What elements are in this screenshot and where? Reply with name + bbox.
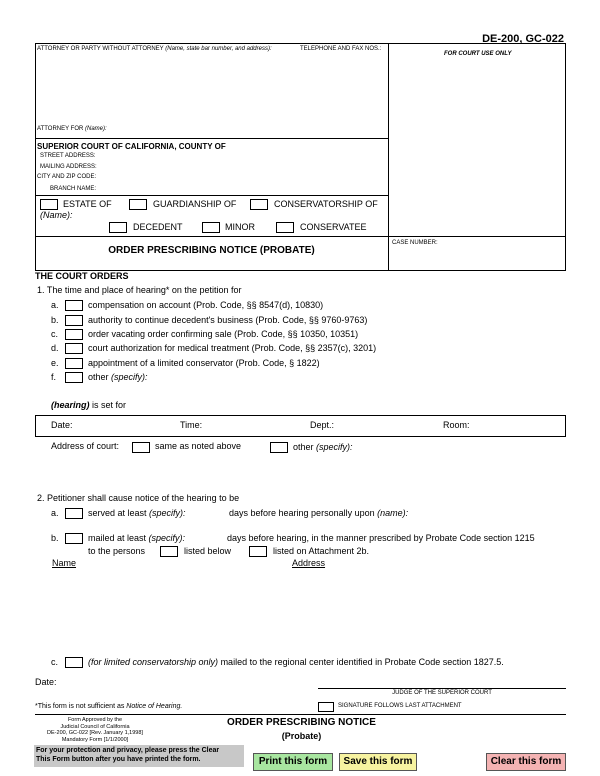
case-number-label: CASE NUMBER: — [392, 240, 438, 246]
form-number: DE-200, GC-022 — [482, 33, 564, 45]
court-orders-heading: THE COURT ORDERS — [35, 271, 129, 281]
regional-center-text: (for limited conservatorship only) mailed to the regional center identified in Probate Code section 1827.5. — [88, 657, 504, 667]
estate-of-label: ESTATE OF — [63, 199, 112, 209]
listed-on-attachment-label: listed on Attachment 2b. — [273, 546, 370, 556]
item-2-text: 2. Petitioner shall cause notice of the hearing to be — [37, 493, 240, 503]
option-e-text: appointment of a limited conservator (Prob. Code, § 1822) — [88, 358, 320, 368]
listed-below-checkbox[interactable] — [160, 546, 178, 557]
hearing-time-label: Time: — [180, 420, 203, 430]
address-of-court-label: Address of court: — [51, 441, 120, 451]
option-b-text: authority to continue decedent's business (Prob. Code, §§ 9760-9763) — [88, 315, 368, 325]
judge-signature-line — [318, 688, 566, 689]
minor-checkbox[interactable] — [202, 222, 220, 233]
city-zip-label: CITY AND ZIP CODE: — [37, 174, 97, 180]
same-as-noted-checkbox[interactable] — [132, 442, 150, 453]
to-the-persons: to the persons — [88, 546, 146, 556]
notice-a-letter: a. — [51, 508, 59, 518]
listed-below-label: listed below — [184, 546, 232, 556]
option-c-checkbox[interactable] — [65, 329, 83, 340]
guardianship-of-label: GUARDIANSHIP OF — [153, 199, 237, 209]
conservatorship-of-label: CONSERVATORSHIP OF — [274, 199, 378, 209]
notice-c-letter: c. — [51, 657, 59, 667]
address-other-checkbox[interactable] — [270, 442, 288, 453]
option-d-checkbox[interactable] — [65, 343, 83, 354]
not-sufficient-notice: *This form is not sufficient as Notice of Hearing. — [35, 703, 183, 710]
address-column-header: Address — [292, 558, 326, 568]
option-a-letter: a. — [51, 300, 59, 310]
mailed-days-text: days before hearing, in the manner prescribed by Probate Code section 1215 — [227, 533, 535, 543]
option-d-text: court authorization for medical treatment (Prob. Code, §§ 2357(c), 3201) — [88, 343, 377, 353]
option-c-letter: c. — [51, 329, 59, 339]
branch-name-label: BRANCH NAME: — [50, 186, 97, 192]
conservatorship-of-checkbox[interactable] — [250, 199, 268, 210]
option-c-text: order vacating order confirming sale (Prob. Code, §§ 10350, 10351) — [88, 329, 359, 339]
attorney-label: ATTORNEY OR PARTY WITHOUT ATTORNEY (Name, state bar number, and address): — [37, 46, 272, 52]
save-form-button[interactable]: Save this form — [339, 753, 417, 771]
served-checkbox[interactable] — [65, 508, 83, 519]
option-b-checkbox[interactable] — [65, 315, 83, 326]
name-column-header: Name — [52, 558, 77, 568]
item-1-text: 1. The time and place of hearing* on the petition for — [37, 285, 242, 295]
hearing-set-for: (hearing) is set for — [51, 400, 127, 410]
judge-label: JUDGE OF THE SUPERIOR COURT — [392, 690, 492, 696]
conservatee-checkbox[interactable] — [276, 222, 294, 233]
signature-follows-checkbox[interactable] — [318, 702, 334, 712]
form-approval-block: Form Approved by the Judicial Council of California DE-200, GC-022 [Rev. January 1,1998] Mandatory Form [1/1/2000] — [47, 717, 143, 743]
print-form-button[interactable]: Print this form — [253, 753, 333, 771]
option-f-text: other (specify): — [88, 372, 148, 382]
option-a-text: compensation on account (Prob. Code, §§ 8547(d), 10830) — [88, 300, 324, 310]
caption-name-hint: (Name): — [40, 210, 73, 220]
clear-form-button[interactable]: Clear this form — [486, 753, 566, 771]
conservatee-label: CONSERVATEE — [300, 222, 367, 232]
street-address-label: STREET ADDRESS: — [40, 153, 96, 159]
attorney-field[interactable] — [37, 58, 386, 124]
decedent-checkbox[interactable] — [109, 222, 127, 233]
mailed-checkbox[interactable] — [65, 533, 83, 544]
footer-title: ORDER PRESCRIBING NOTICE — [227, 717, 376, 728]
served-days-text: days before hearing personally upon (name): — [229, 508, 409, 518]
footer-divider — [35, 714, 566, 715]
court-divider — [35, 195, 388, 196]
signature-follows-label: SIGNATURE FOLLOWS LAST ATTACHMENT — [338, 703, 462, 709]
regional-center-checkbox[interactable] — [65, 657, 83, 668]
option-a-checkbox[interactable] — [65, 300, 83, 311]
served-text: served at least (specify): — [88, 508, 186, 518]
hearing-dept-label: Dept.: — [310, 420, 335, 430]
option-d-letter: d. — [51, 343, 59, 353]
option-f-letter: f. — [51, 372, 57, 382]
mailing-address-label: MAILING ADDRESS: — [40, 164, 97, 170]
option-f-checkbox[interactable] — [65, 372, 83, 383]
privacy-notice: For your protection and privacy, please press the Clear This Form button after you have printed the form. — [34, 745, 244, 767]
listed-on-attachment-checkbox[interactable] — [249, 546, 267, 557]
option-e-checkbox[interactable] — [65, 358, 83, 369]
signature-date-label: Date: — [35, 677, 57, 687]
address-other-label: other (specify): — [293, 442, 353, 452]
attorney-for-label: ATTORNEY FOR (Name): — [37, 126, 107, 132]
court-use-only: FOR COURT USE ONLY — [444, 51, 512, 57]
decedent-label: DECEDENT — [133, 222, 183, 232]
option-e-letter: e. — [51, 358, 59, 368]
mailed-text: mailed at least (specify): — [88, 533, 186, 543]
guardianship-of-checkbox[interactable] — [129, 199, 147, 210]
persons-list-field[interactable] — [50, 572, 564, 650]
same-as-noted-label: same as noted above — [155, 441, 242, 451]
case-number-field[interactable] — [392, 248, 562, 268]
order-title: ORDER PRESCRIBING NOTICE (PROBATE) — [108, 245, 315, 256]
estate-of-checkbox[interactable] — [40, 199, 58, 210]
hearing-date-label: Date: — [51, 420, 73, 430]
court-title: SUPERIOR COURT OF CALIFORNIA, COUNTY OF — [37, 142, 226, 151]
hearing-room-label: Room: — [443, 420, 470, 430]
footer-subtitle: (Probate) — [281, 731, 322, 741]
minor-label: MINOR — [225, 222, 255, 232]
telephone-label: TELEPHONE AND FAX NOS.: — [300, 46, 382, 52]
hearing-table — [35, 415, 566, 437]
option-b-letter: b. — [51, 315, 59, 325]
caption-divider — [35, 236, 566, 237]
notice-b-letter: b. — [51, 533, 59, 543]
attorney-divider — [35, 138, 388, 139]
